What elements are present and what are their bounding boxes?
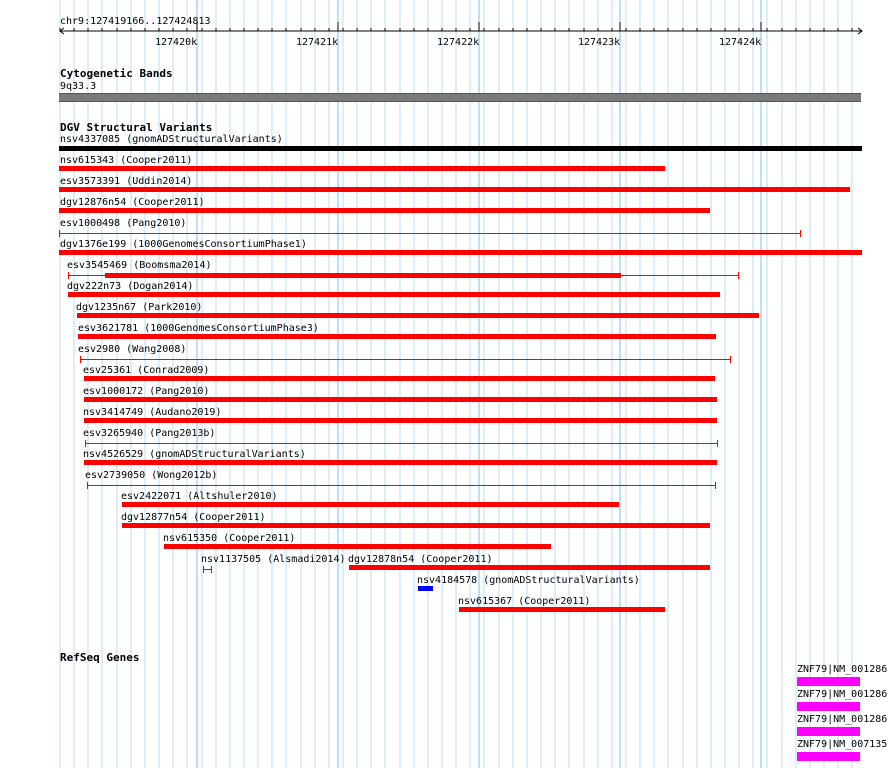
variant-feature[interactable] — [84, 417, 717, 424]
variant-end-cap — [80, 356, 81, 363]
variant-end-cap — [717, 440, 718, 447]
variant-feature[interactable] — [85, 440, 718, 447]
variant-label: nsv3414749 (Audano2019) — [83, 407, 222, 418]
variant-bar — [59, 250, 862, 255]
gene-feature[interactable] — [797, 752, 860, 761]
cytoband-label: 9q33.3 — [60, 81, 97, 92]
variant-label: esv2739050 (Wong2012b) — [85, 470, 218, 481]
variant-line — [80, 359, 731, 360]
variant-label: dgv1235n67 (Park2010) — [76, 302, 203, 313]
variant-label: esv1000172 (Pang2010) — [83, 386, 210, 397]
variant-bar — [164, 544, 551, 549]
variant-feature[interactable] — [59, 165, 665, 172]
variant-end-cap — [800, 230, 801, 237]
ruler-tick-label: 127424k — [719, 37, 762, 48]
ruler-tick-label: 127422k — [437, 37, 480, 48]
variant-label: dgv12877n54 (Cooper2011) — [121, 512, 266, 523]
variant-feature[interactable] — [84, 459, 717, 466]
location-label: chr9:127419166..127424813 — [60, 16, 211, 27]
ruler — [0, 0, 890, 60]
variant-line — [87, 485, 716, 486]
variant-line — [85, 443, 718, 444]
variant-bar — [349, 565, 710, 570]
variant-feature[interactable] — [59, 230, 801, 237]
variant-bar — [418, 586, 433, 591]
variant-end-cap — [85, 440, 86, 447]
variant-bar — [68, 292, 720, 297]
variant-label: dgv222n73 (Dogan2014) — [67, 281, 194, 292]
variant-bar — [59, 146, 862, 151]
variant-feature[interactable] — [459, 606, 665, 613]
variant-end-cap — [730, 356, 731, 363]
variant-feature[interactable] — [59, 207, 710, 214]
dgv-track-title: DGV Structural Variants — [60, 121, 213, 134]
variant-bar — [78, 334, 716, 339]
variant-feature[interactable] — [203, 566, 212, 573]
cytoband-bar[interactable] — [59, 93, 861, 102]
variant-feature[interactable] — [164, 543, 551, 550]
variant-feature[interactable] — [59, 186, 850, 193]
variant-label: dgv1376e199 (1000GenomesConsortiumPhase1) — [60, 239, 307, 250]
variant-label: esv25361 (Conrad2009) — [83, 365, 210, 376]
gene-label: ZNF79|NM_001286 — [797, 689, 888, 700]
variant-feature[interactable] — [68, 272, 739, 279]
gene-label: ZNF79|NM_001286 — [797, 714, 888, 725]
variant-feature[interactable] — [68, 291, 720, 298]
gene-feature[interactable] — [797, 677, 860, 686]
variant-label: esv3545469 (Boomsma2014) — [67, 260, 212, 271]
variant-label: nsv4337085 (gnomADStructuralVariants) — [60, 134, 283, 145]
variant-bar — [59, 208, 710, 213]
variant-label: esv3265940 (Pang2013b) — [83, 428, 216, 439]
gene-feature[interactable] — [797, 727, 860, 736]
variant-feature[interactable] — [59, 249, 862, 256]
variant-bar — [84, 397, 717, 402]
variant-bar — [84, 460, 717, 465]
variant-label: esv3621781 (1000GenomesConsortiumPhase3) — [78, 323, 319, 334]
variant-end-cap — [87, 482, 88, 489]
gene-label: ZNF79|NM_007135 — [797, 739, 888, 750]
cytoband-track-title: Cytogenetic Bands — [60, 67, 173, 80]
variant-feature[interactable] — [349, 564, 710, 571]
variant-end-cap — [211, 566, 212, 573]
variant-bar — [105, 273, 621, 278]
variant-feature[interactable] — [87, 482, 716, 489]
variant-feature[interactable] — [77, 312, 759, 319]
variant-feature[interactable] — [59, 145, 862, 152]
variant-label: esv2980 (Wang2008) — [78, 344, 187, 355]
variant-end-cap — [738, 272, 739, 279]
variant-feature[interactable] — [84, 396, 717, 403]
variant-label: nsv615343 (Cooper2011) — [60, 155, 193, 166]
refseq-track-title: RefSeq Genes — [60, 651, 140, 664]
variant-end-cap — [203, 566, 204, 573]
variant-bar — [84, 418, 717, 423]
variant-label: nsv1137505 (Alsmadi2014) — [201, 554, 346, 565]
gene-feature[interactable] — [797, 702, 860, 711]
variant-end-cap — [59, 230, 60, 237]
variant-bar — [84, 376, 715, 381]
ruler-tick-label: 127420k — [155, 37, 198, 48]
variant-feature[interactable] — [418, 585, 433, 592]
variant-feature[interactable] — [122, 501, 619, 508]
variant-bar — [59, 166, 665, 171]
variant-label: esv1000498 (Pang2010) — [60, 218, 187, 229]
variant-line — [59, 233, 801, 234]
variant-end-cap — [715, 482, 716, 489]
variant-feature[interactable] — [122, 522, 710, 529]
variant-label: nsv615367 (Cooper2011) — [458, 596, 591, 607]
variant-label: nsv4526529 (gnomADStructuralVariants) — [83, 449, 306, 460]
variant-bar — [122, 523, 710, 528]
variant-bar — [59, 187, 850, 192]
variant-bar — [459, 607, 665, 612]
variant-label: esv2422071 (Altshuler2010) — [121, 491, 278, 502]
gene-label: ZNF79|NM_001286 — [797, 664, 888, 675]
variant-feature[interactable] — [78, 333, 716, 340]
variant-label: esv3573391 (Uddin2014) — [60, 176, 193, 187]
variant-label: nsv4184578 (gnomADStructuralVariants) — [417, 575, 640, 586]
variant-label: dgv12878n54 (Cooper2011) — [348, 554, 493, 565]
variant-feature[interactable] — [80, 356, 731, 363]
ruler-tick-label: 127423k — [578, 37, 621, 48]
variant-end-cap — [68, 272, 69, 279]
variant-label: dgv12876n54 (Cooper2011) — [60, 197, 205, 208]
ruler-tick-label: 127421k — [296, 37, 339, 48]
variant-bar — [122, 502, 619, 507]
variant-label: nsv615350 (Cooper2011) — [163, 533, 296, 544]
variant-feature[interactable] — [84, 375, 715, 382]
variant-bar — [77, 313, 759, 318]
